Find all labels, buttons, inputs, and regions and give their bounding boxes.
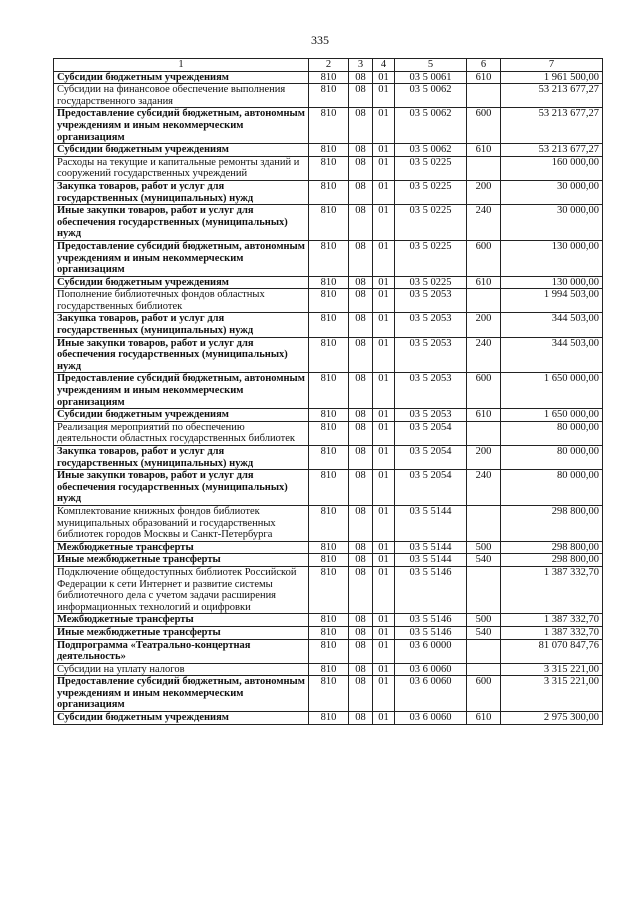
subsection-cell: 01 [373, 541, 395, 554]
code-cell: 810 [309, 84, 349, 108]
subsection-cell: 01 [373, 144, 395, 157]
row-name-cell: Предоставление субсидий бюджетным, автономным учреждениям и иным некоммерческим организациям [54, 108, 309, 144]
subsection-cell: 01 [373, 470, 395, 506]
section-cell: 08 [349, 409, 373, 422]
row-name-cell: Иные закупки товаров, работ и услуг для обеспечения государственных (муниципальных) нужд [54, 470, 309, 506]
code-cell: 810 [309, 541, 349, 554]
code-cell: 810 [309, 156, 349, 180]
target-article-cell: 03 5 2053 [395, 409, 467, 422]
amount-cell: 53 213 677,27 [501, 108, 603, 144]
amount-cell: 1 961 500,00 [501, 71, 603, 84]
table-row [54, 337, 603, 373]
table-row [54, 289, 603, 313]
expense-type-cell: 240 [467, 337, 501, 373]
expense-type-cell: 610 [467, 712, 501, 725]
column-header: 2 [309, 59, 349, 72]
row-name-cell: Предоставление субсидий бюджетным, автономным учреждениям и иным некоммерческим организациям [54, 373, 309, 409]
code-cell: 810 [309, 639, 349, 663]
expense-type-cell: 200 [467, 180, 501, 204]
amount-cell: 1 994 503,00 [501, 289, 603, 313]
code-cell: 810 [309, 276, 349, 289]
column-header: 3 [349, 59, 373, 72]
row-name-cell: Расходы на текущие и капитальные ремонты зданий и сооружений государственных учреждений [54, 156, 309, 180]
target-article-cell: 03 5 5144 [395, 554, 467, 567]
table-row [54, 566, 603, 613]
table-row [54, 240, 603, 276]
section-cell: 08 [349, 554, 373, 567]
row-name-cell: Межбюджетные трансферты [54, 614, 309, 627]
row-name-cell: Иные закупки товаров, работ и услуг для обеспечения государственных (муниципальных) нужд [54, 337, 309, 373]
subsection-cell: 01 [373, 712, 395, 725]
section-cell: 08 [349, 541, 373, 554]
column-header: 5 [395, 59, 467, 72]
amount-cell: 53 213 677,27 [501, 144, 603, 157]
amount-cell: 298 800,00 [501, 554, 603, 567]
expense-type-cell: 500 [467, 614, 501, 627]
code-cell: 810 [309, 446, 349, 470]
budget-table [53, 58, 603, 725]
code-cell: 810 [309, 663, 349, 676]
code-cell: 810 [309, 205, 349, 241]
target-article-cell: 03 6 0060 [395, 712, 467, 725]
target-article-cell: 03 5 0062 [395, 108, 467, 144]
expense-type-cell: 600 [467, 108, 501, 144]
amount-cell: 1 650 000,00 [501, 409, 603, 422]
row-name-cell: Закупка товаров, работ и услуг для государственных (муниципальных) нужд [54, 446, 309, 470]
amount-cell: 3 315 221,00 [501, 663, 603, 676]
expense-type-cell: 540 [467, 554, 501, 567]
row-name-cell: Иные межбюджетные трансферты [54, 626, 309, 639]
target-article-cell: 03 5 5146 [395, 614, 467, 627]
table-row [54, 84, 603, 108]
subsection-cell: 01 [373, 240, 395, 276]
table-row [54, 144, 603, 157]
amount-cell: 80 000,00 [501, 446, 603, 470]
table-row [54, 108, 603, 144]
target-article-cell: 03 5 2053 [395, 373, 467, 409]
section-cell: 08 [349, 676, 373, 712]
subsection-cell: 01 [373, 180, 395, 204]
code-cell: 810 [309, 409, 349, 422]
amount-cell: 2 975 300,00 [501, 712, 603, 725]
table-row [54, 663, 603, 676]
code-cell: 810 [309, 108, 349, 144]
section-cell: 08 [349, 626, 373, 639]
page-number: 335 [311, 33, 329, 47]
table-row [54, 470, 603, 506]
table-row [54, 712, 603, 725]
expense-type-cell [467, 421, 501, 445]
column-header: 1 [54, 59, 309, 72]
expense-type-cell: 240 [467, 470, 501, 506]
target-article-cell: 03 5 5144 [395, 505, 467, 541]
amount-cell: 30 000,00 [501, 180, 603, 204]
row-name-cell: Субсидии бюджетным учреждениям [54, 712, 309, 725]
amount-cell: 298 800,00 [501, 505, 603, 541]
row-name-cell: Субсидии бюджетным учреждениям [54, 276, 309, 289]
table-row [54, 639, 603, 663]
subsection-cell: 01 [373, 505, 395, 541]
amount-cell: 130 000,00 [501, 240, 603, 276]
target-article-cell: 03 5 5146 [395, 566, 467, 613]
row-name-cell: Закупка товаров, работ и услуг для государственных (муниципальных) нужд [54, 180, 309, 204]
row-name-cell: Предоставление субсидий бюджетным, автономным учреждениям и иным некоммерческим организациям [54, 676, 309, 712]
subsection-cell: 01 [373, 313, 395, 337]
section-cell: 08 [349, 84, 373, 108]
section-cell: 08 [349, 276, 373, 289]
expense-type-cell [467, 84, 501, 108]
row-name-cell: Иные межбюджетные трансферты [54, 554, 309, 567]
expense-type-cell: 610 [467, 409, 501, 422]
section-cell: 08 [349, 421, 373, 445]
section-cell: 08 [349, 446, 373, 470]
table-row [54, 626, 603, 639]
code-cell: 810 [309, 71, 349, 84]
target-article-cell: 03 5 2054 [395, 446, 467, 470]
target-article-cell: 03 5 5144 [395, 541, 467, 554]
expense-type-cell: 600 [467, 676, 501, 712]
amount-cell: 1 650 000,00 [501, 373, 603, 409]
table-row [54, 313, 603, 337]
subsection-cell: 01 [373, 276, 395, 289]
table-row [54, 554, 603, 567]
subsection-cell: 01 [373, 421, 395, 445]
section-cell: 08 [349, 663, 373, 676]
row-name-cell: Субсидии бюджетным учреждениям [54, 71, 309, 84]
table-row [54, 614, 603, 627]
row-name-cell: Межбюджетные трансферты [54, 541, 309, 554]
code-cell: 810 [309, 676, 349, 712]
expense-type-cell: 240 [467, 205, 501, 241]
amount-cell: 53 213 677,27 [501, 84, 603, 108]
row-name-cell: Подключение общедоступных библиотек Российской Федерации к сети Интернет и развитие системы библиотечного дела с учетом задачи расширения информационных технологий и оцифровки [54, 566, 309, 613]
table-row [54, 373, 603, 409]
subsection-cell: 01 [373, 108, 395, 144]
code-cell: 810 [309, 626, 349, 639]
target-article-cell: 03 5 0062 [395, 144, 467, 157]
subsection-cell: 01 [373, 337, 395, 373]
target-article-cell: 03 5 0062 [395, 84, 467, 108]
table-row [54, 276, 603, 289]
subsection-cell: 01 [373, 614, 395, 627]
code-cell: 810 [309, 470, 349, 506]
row-name-cell: Пополнение библиотечных фондов областных государственных библиотек [54, 289, 309, 313]
expense-type-cell [467, 639, 501, 663]
column-header: 4 [373, 59, 395, 72]
subsection-cell: 01 [373, 71, 395, 84]
expense-type-cell: 610 [467, 71, 501, 84]
section-cell: 08 [349, 156, 373, 180]
expense-type-cell: 500 [467, 541, 501, 554]
expense-type-cell [467, 156, 501, 180]
section-cell: 08 [349, 470, 373, 506]
table-row [54, 156, 603, 180]
target-article-cell: 03 5 0225 [395, 156, 467, 180]
target-article-cell: 03 5 0225 [395, 180, 467, 204]
expense-type-cell: 200 [467, 446, 501, 470]
section-cell: 08 [349, 566, 373, 613]
amount-cell: 80 000,00 [501, 470, 603, 506]
amount-cell: 160 000,00 [501, 156, 603, 180]
target-article-cell: 03 5 5146 [395, 626, 467, 639]
target-article-cell: 03 5 0061 [395, 71, 467, 84]
expense-type-cell: 610 [467, 144, 501, 157]
target-article-cell: 03 5 2053 [395, 289, 467, 313]
row-name-cell: Предоставление субсидий бюджетным, автономным учреждениям и иным некоммерческим организациям [54, 240, 309, 276]
expense-type-cell: 600 [467, 240, 501, 276]
subsection-cell: 01 [373, 289, 395, 313]
section-cell: 08 [349, 289, 373, 313]
row-name-cell: Комплектование книжных фондов библиотек муниципальных образований и государственных библиотек городов Москвы и Санкт-Петербурга [54, 505, 309, 541]
target-article-cell: 03 5 2054 [395, 470, 467, 506]
amount-cell: 3 315 221,00 [501, 676, 603, 712]
amount-cell: 80 000,00 [501, 421, 603, 445]
target-article-cell: 03 5 2053 [395, 313, 467, 337]
subsection-cell: 01 [373, 663, 395, 676]
code-cell: 810 [309, 240, 349, 276]
code-cell: 810 [309, 554, 349, 567]
amount-cell: 344 503,00 [501, 313, 603, 337]
section-cell: 08 [349, 337, 373, 373]
row-name-cell: Субсидии на финансовое обеспечение выполнения государственного задания [54, 84, 309, 108]
target-article-cell: 03 5 2054 [395, 421, 467, 445]
section-cell: 08 [349, 71, 373, 84]
target-article-cell: 03 5 0225 [395, 240, 467, 276]
amount-cell: 30 000,00 [501, 205, 603, 241]
subsection-cell: 01 [373, 409, 395, 422]
amount-cell: 344 503,00 [501, 337, 603, 373]
target-article-cell: 03 5 0225 [395, 205, 467, 241]
subsection-cell: 01 [373, 676, 395, 712]
section-cell: 08 [349, 144, 373, 157]
amount-cell: 1 387 332,70 [501, 614, 603, 627]
subsection-cell: 01 [373, 554, 395, 567]
section-cell: 08 [349, 639, 373, 663]
section-cell: 08 [349, 108, 373, 144]
subsection-cell: 01 [373, 626, 395, 639]
row-name-cell: Подпрограмма «Театрально-концертная деятельность» [54, 639, 309, 663]
subsection-cell: 01 [373, 373, 395, 409]
expense-type-cell: 600 [467, 373, 501, 409]
amount-cell: 1 387 332,70 [501, 566, 603, 613]
section-cell: 08 [349, 180, 373, 204]
expense-type-cell: 200 [467, 313, 501, 337]
table-row [54, 205, 603, 241]
target-article-cell: 03 5 0225 [395, 276, 467, 289]
code-cell: 810 [309, 144, 349, 157]
code-cell: 810 [309, 180, 349, 204]
section-cell: 08 [349, 712, 373, 725]
code-cell: 810 [309, 337, 349, 373]
code-cell: 810 [309, 566, 349, 613]
column-header: 7 [501, 59, 603, 72]
section-cell: 08 [349, 505, 373, 541]
subsection-cell: 01 [373, 566, 395, 613]
table-row [54, 409, 603, 422]
section-cell: 08 [349, 614, 373, 627]
row-name-cell: Реализация мероприятий по обеспечению деятельности областных государственных библиотек [54, 421, 309, 445]
amount-cell: 1 387 332,70 [501, 626, 603, 639]
expense-type-cell [467, 289, 501, 313]
expense-type-cell: 610 [467, 276, 501, 289]
subsection-cell: 01 [373, 84, 395, 108]
code-cell: 810 [309, 614, 349, 627]
expense-type-cell [467, 663, 501, 676]
subsection-cell: 01 [373, 205, 395, 241]
table-row [54, 446, 603, 470]
table-row [54, 676, 603, 712]
section-cell: 08 [349, 205, 373, 241]
code-cell: 810 [309, 289, 349, 313]
target-article-cell: 03 5 2053 [395, 337, 467, 373]
subsection-cell: 01 [373, 639, 395, 663]
column-header: 6 [467, 59, 501, 72]
code-cell: 810 [309, 505, 349, 541]
expense-type-cell [467, 505, 501, 541]
code-cell: 810 [309, 313, 349, 337]
row-name-cell: Субсидии бюджетным учреждениям [54, 409, 309, 422]
row-name-cell: Субсидии на уплату налогов [54, 663, 309, 676]
table-row [54, 541, 603, 554]
code-cell: 810 [309, 373, 349, 409]
target-article-cell: 03 6 0060 [395, 663, 467, 676]
expense-type-cell: 540 [467, 626, 501, 639]
target-article-cell: 03 6 0060 [395, 676, 467, 712]
row-name-cell: Закупка товаров, работ и услуг для государственных (муниципальных) нужд [54, 313, 309, 337]
section-cell: 08 [349, 373, 373, 409]
row-name-cell: Субсидии бюджетным учреждениям [54, 144, 309, 157]
table-row [54, 505, 603, 541]
amount-cell: 130 000,00 [501, 276, 603, 289]
table-row [54, 180, 603, 204]
amount-cell: 81 070 847,76 [501, 639, 603, 663]
amount-cell: 298 800,00 [501, 541, 603, 554]
section-cell: 08 [349, 313, 373, 337]
row-name-cell: Иные закупки товаров, работ и услуг для обеспечения государственных (муниципальных) нужд [54, 205, 309, 241]
code-cell: 810 [309, 712, 349, 725]
subsection-cell: 01 [373, 446, 395, 470]
table-header-row [54, 59, 603, 72]
subsection-cell: 01 [373, 156, 395, 180]
table-row [54, 71, 603, 84]
table-row [54, 421, 603, 445]
expense-type-cell [467, 566, 501, 613]
code-cell: 810 [309, 421, 349, 445]
section-cell: 08 [349, 240, 373, 276]
target-article-cell: 03 6 0000 [395, 639, 467, 663]
